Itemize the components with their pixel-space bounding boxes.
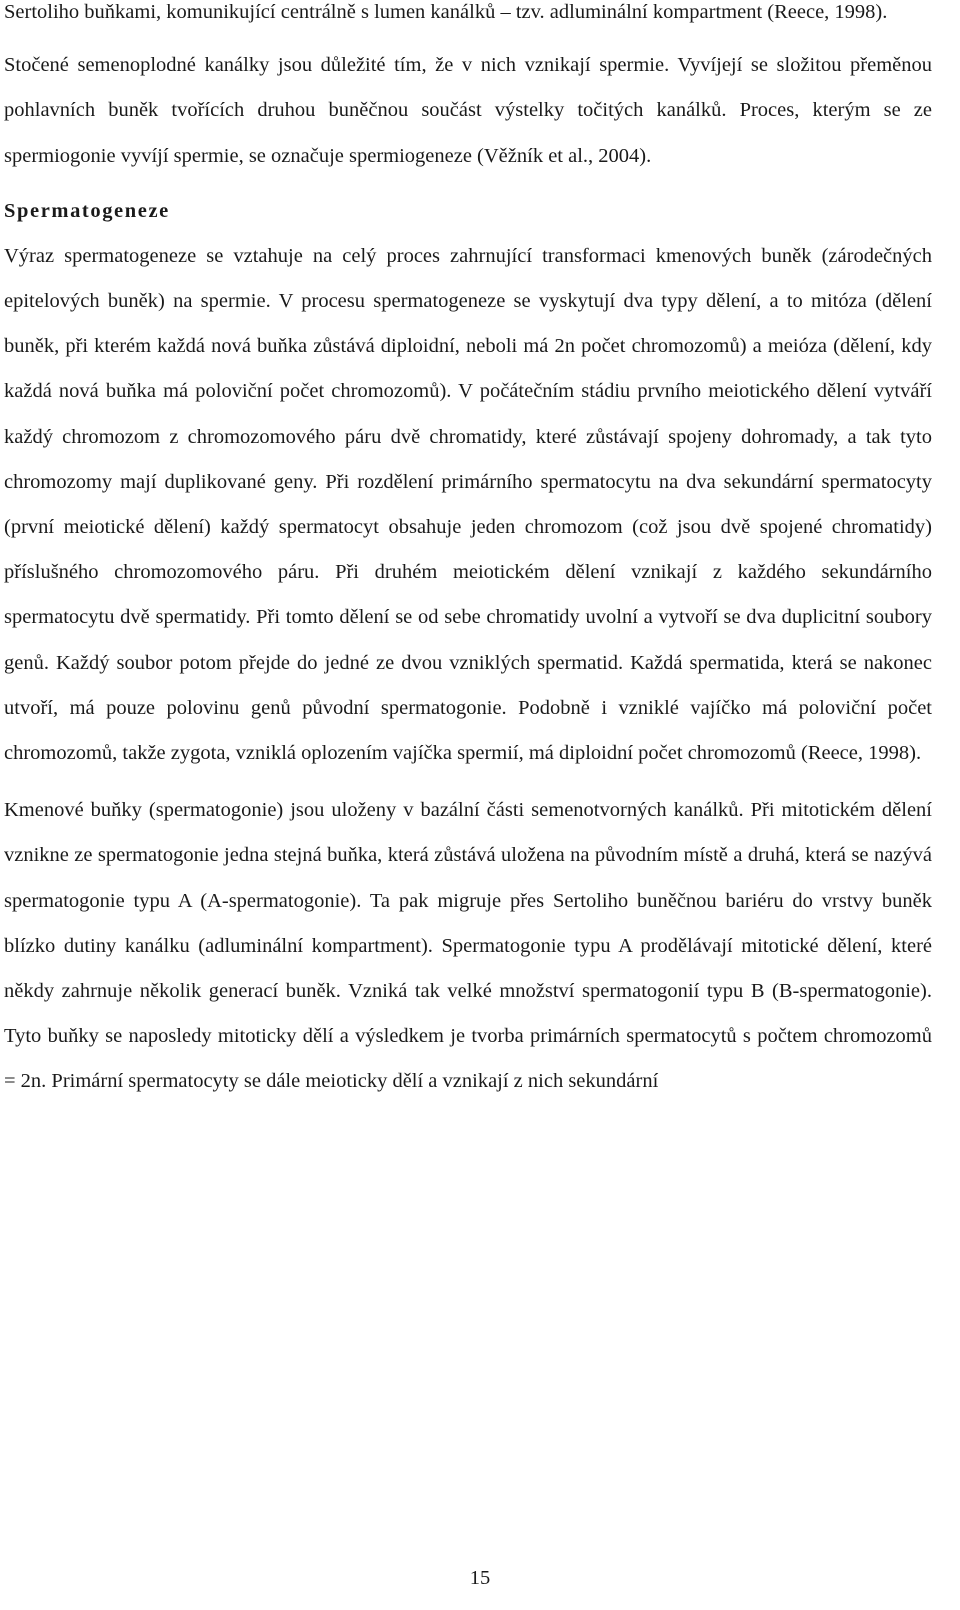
paragraph-3: Výraz spermatogeneze se vztahuje na celý proces zahrnující transformaci kmenových buněk (zárodečných epitelových buněk) na spermie. V procesu spermatogeneze se vyskytují dva typy dělení, a to mitóza (dělení buněk, při kterém každá nová buňka zůstává diploidní, neboli má 2n počet chromozomů) a meióza (dělení, kdy každá nová buňka má poloviční počet chromozomů). V počátečním stádiu prvního meiotického dělení vytváří každý chromozom z chromozomového páru dvě chromatidy, které zůstávají spojeny dohromady, a tak tyto chromozomy mají duplikované geny. Při rozdělení primárního spermatocytu na dva sekundární spermatocyty (první meiotické dělení) každý spermatocyt obsahuje jeden chromozom (což jsou dvě spojené chromatidy) příslušného chromozomového páru. Při druhém meiotickém dělení vznikají z každého sekundárního spermatocytu dvě spermatidy. Při tomto dělení se od sebe chromatidy uvolní a vytvoří se dva duplicitní soubory genů. Každý soubor potom přejde do jedné ze dvou vzniklých spermatid. Každá spermatida, která se nakonec utvoří, má pouze polovinu genů původní spermatogonie. Podobně i vzniklé vajíčko má poloviční počet chromozomů, takže zygota, vzniklá oplozením vajíčka spermií, má diploidní počet chromozomů (Reece, 1998). <box>4 244 932 765</box>
paragraph-1: Sertoliho buňkami, komunikující centrálně s lumen kanálků – tzv. adluminální kompartment (Reece, 1998). <box>4 1 888 23</box>
page-number: 15 <box>469 1567 491 1589</box>
document-page <box>4 0 932 1105</box>
paragraph-2: Stočené semenoplodné kanálky jsou důležité tím, že v nich vznikají spermie. Vyvíjejí se složitou přeměnou pohlavních buněk tvořících druhou buněčnou součást výstelky točitých kanálků. Proces, kterým se ze spermiogonie vyvíjí spermie, se označuje spermiogeneze (Věžník et al., 2004). <box>4 54 932 167</box>
section-heading: Spermatogeneze <box>4 199 170 222</box>
paragraph-4: Kmenové buňky (spermatogonie) jsou uloženy v bazální části semenotvorných kanálků. Při mitotickém dělení vznikne ze spermatogonie jedna stejná buňka, která zůstává uložena na původním místě a druhá, která se nazývá spermatogonie typu A (A-spermatogonie). Ta pak migruje přes Sertoliho buněčnou bariéru do vrstvy buněk blízko dutiny kanálku (adluminální kompartment). Spermatogonie typu A prodělávají mitotické dělení, které někdy zahrnuje několik generací buněk. Vzniká tak velké množství spermatogonií typu B (B-spermatogonie). Tyto buňky se naposledy mitoticky dělí a výsledkem je tvorba primárních spermatocytů s počtem chromozomů = 2n. Primární spermatocyty se dále meioticky dělí a vznikají z nich sekundární <box>4 799 932 1093</box>
